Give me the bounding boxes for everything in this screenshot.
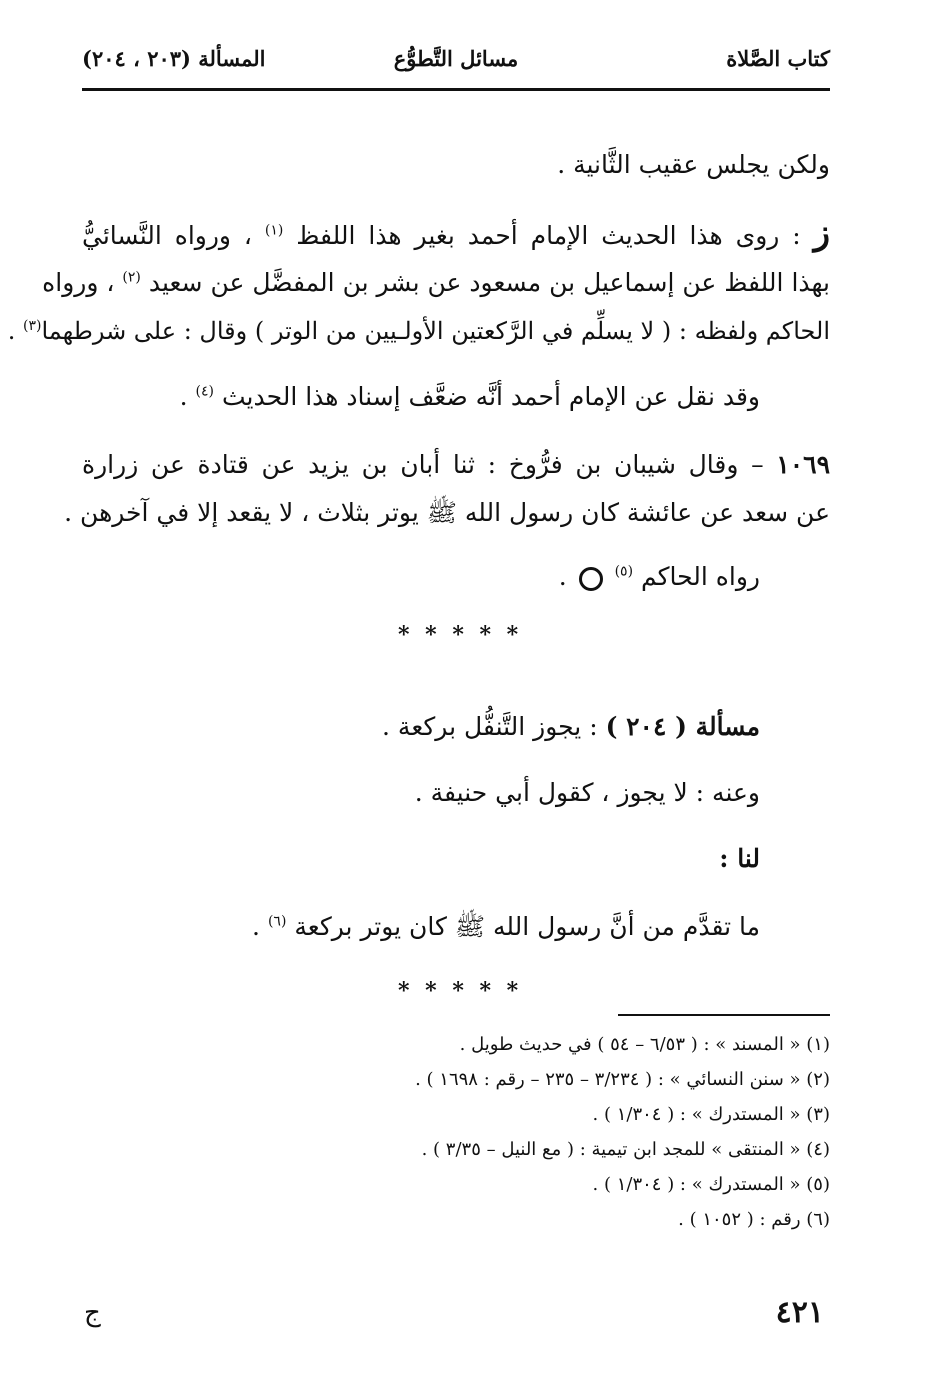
para-2-text-3b: . [7,317,16,345]
footnote-ref-6[interactable]: (٦) [267,913,287,930]
footnote-4: (٤) « المنتقى » للمجد ابن تيمية : ( مع النيل – ٣/٣٥ ) . [421,1139,830,1160]
hadith-text-1: – وقال شيبان بن فرُّوخ : ثنا أبان بن يزيد عن قتادة عن زرارة [82,450,764,479]
footnote-1: (١) « المسند » : ( ٦/٥٣ – ٥٤ ) في حديث طويل . [459,1034,830,1055]
hadith-source: رواه الحاكم [641,562,760,591]
evidence-text: ما تقدَّم من أنَّ رسول الله ﷺ كان يوتر بركعة [294,912,760,941]
issue-line-2 [415,768,760,818]
section-divider-stars-2: * * * * * [398,978,523,1004]
issue-ruling: : يجوز التَّنفُّل بركعة . [382,712,598,741]
issue-title: مسألة ( ٢٠٤ ) [605,712,760,741]
issue-alt-view: وعنه : لا يجوز ، كقول أبي حنيفة . [414,778,760,807]
footnote-3: (٣) « المستدرك » : ( ١/٣٠٤ ) . [592,1104,830,1125]
footnote-ref-4[interactable]: (٤) [195,383,214,400]
para-1-text: ولكن يجلس عقيب الثَّانية . [557,150,830,179]
issue-title-line [382,702,760,752]
para-2-text-1: : روى هذا الحديث الإمام أحمد بغير هذا اللفظ [296,221,801,250]
evidence-label: لنا : [719,844,760,873]
footnote-rule [618,1014,830,1016]
para-2-text-2: بهذا اللفظ عن إسماعيل بن مسعود عن بشر بن المفضَّل عن سعيد [148,268,830,297]
footnote-5: (٥) « المستدرك » : ( ١/٣٠٤ ) . [592,1174,830,1195]
chapter-title: مسائل التَّطوُّع [393,46,519,71]
footnote-2: (٢) « سنن النسائي » : ( ٣/٢٣٤ – ٢٣٥ – رقم : ١٦٩٨ ) . [415,1069,830,1090]
evidence-end: . [252,912,260,941]
page-number: ٤٢١ [775,1295,824,1330]
para-3-text: وقد نقل عن الإمام أحمد أنَّه ضعَّف إسناد هذا الحديث [221,382,760,411]
zayn-marker: ز [813,213,830,253]
issue-range: المسألة (٢٠٣ ، ٢٠٤) [82,46,266,71]
para-2-text-2b: ، ورواه [42,268,115,297]
hadith-number: ١٠٦٩ [776,450,831,479]
hadith-end: . [558,562,567,591]
issue-line-3 [719,834,760,884]
para-3-end: . [179,382,188,411]
book-title: كتاب الصَّلاة [726,46,830,71]
section-divider-stars: * * * * * [398,622,523,648]
footnote-6: (٦) رقم : ( ١٠٥٢ ) . [678,1209,830,1230]
signature-mark: ج [84,1298,101,1328]
footnote-ref-2[interactable]: (٢) [122,269,141,286]
para-2-text-3: الحاكم ولفظه : ( لا يسلِّم في الرَّكعتين الأولـيين من الوتر ) وقال : على شرطهما [41,317,830,345]
footnote-ref-1[interactable]: (١) [264,222,284,239]
para-2-text-1b: ، ورواه النَّسائيُّ [82,221,252,250]
footnote-ref-5[interactable]: (٥) [614,563,634,580]
hadith-text-2: عن سعد عن عائشة كان رسول الله ﷺ يوتر بثلاث ، لا يقعد إلا في آخرهن . [64,498,830,527]
issue-line-4 [252,902,760,952]
footnote-ref-3[interactable]: (٣) [23,318,42,334]
